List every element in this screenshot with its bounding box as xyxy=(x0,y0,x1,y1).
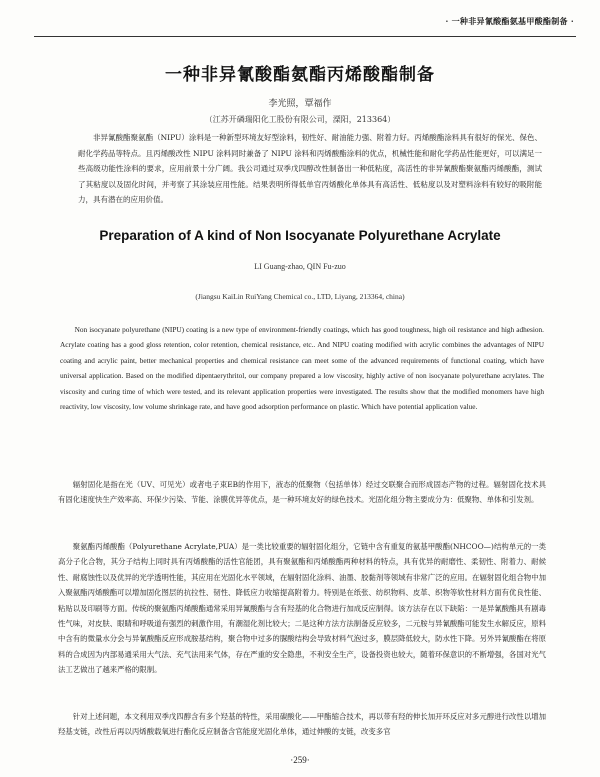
authors-english: LI Guang-zhao, QIN Fu-zuo xyxy=(254,262,346,271)
running-head-title: · 一种非异氰酸酯氨基甲酸酯制备 · xyxy=(445,16,574,26)
affiliation-chinese: （江苏开磷瑞阳化工股份有限公司，溧阳，213364） xyxy=(204,115,396,124)
running-header xyxy=(0,10,600,50)
abstract-english: Non isocyanate polyurethane (NIPU) coating is a new type of environment-friendly coatings, which has good toughness, high oil resistance and high adhesion. Acrylate coating has a good gloss retention, color retention, chemical resistance, etc.. And NIPU coating modified with acrylic combines the advantages of NIPU coating and acrylic paint, better mechanical properties and chemical resistance can meet some of the advanced requirements of functional coating, which have universal application. Based on the modified dipentaerythritol, our company prepared a low viscosity, highly active of non isocyanate polyurethane acrylates. The viscosity and curing time of which were tested, and its relevant application properties were investigated. The results show that the modified monomers have high reactivity, low viscosity, low volume shrinkage rate, and have good adsorption performance on plastic. Which have potential application value. xyxy=(60,325,544,412)
abstract-chinese: 非异氰酸酯聚氨酯（NIPU）涂料是一种新型环境友好型涂料，韧性好、耐油能力强、附着力好。丙烯酸酯涂料具有很好的保光、保色、耐化学药品等特点。且丙烯酸改性 NIPU 涂料同时兼备了 NIPU 涂料和丙烯酸酯涂料的优点，机械性能和耐化学药品性能更好，可以满足一些高级功能性涂料的要求，应用前景十分广阔。我公司通过双季戊四醇改性制备出一种低粘度，高活性的非异氰酸酯聚氨酯丙烯酸酯，测试了其粘度以及固化时间，并考察了其涂装应用性能。结果表明所得低单官丙烯酸化单体具有高活性、低粘度以及对塑料涂料有较好的吸附能力，具有潜在的应用价值。 xyxy=(78,133,542,205)
body-paragraph-1: 辐射固化是指在光（UV、可见光）或者电子束EB的作用下，液态的低聚物（包括单体）经过交联聚合而形成固态产物的过程。辐射固化技术具有固化速度快生产效率高、环保少污染、节能、涂膜优异等优点，是一种环境友好的绿色技术。光固化组分物主要成分为：低聚物、单体和引发剂。 xyxy=(58,480,546,505)
authors-chinese: 李光照，覃福作 xyxy=(268,99,332,109)
title-english: Preparation of A kind of Non Isocyanate Polyurethane Acrylate xyxy=(99,228,501,243)
body-paragraph-2: 聚氨酯丙烯酸酯（Polyurethane Acrylate,PUA）是一类比较重要的辐射固化组分，它链中含有重复的氨基甲酸酯(NHCOO—)结构单元的一类高分子化合物，其分子结构上同时具有丙烯酸酯的活性官能团，具有聚氨酯和丙烯酸酯两种材料的特点，具有优异的耐磨性、柔韧性、附着力、耐候性、耐腐蚀性以及优异的光学透明性能，其应用在光固化水平领域，在辐射固化涂料、油墨、胶黏剂等领域有非常广泛的应用。在辐射固化组合物中加入聚氨酯丙烯酸酯可以增加固化图层的抗拉性、韧性、降低应力收缩提高附着力。特别是在纸张、纺织物料、皮革、织物等软性材料方面有优良性能、粘贴以及印刷等方面。传统的聚氨酯丙烯酸酯通常采用异氰酸酯与含有羟基的化合物进行加成反应制得。该方法存在以下缺陷：一是异氰酸酯具有剧毒性气味，对皮肤、眼睛和呼吸道有强烈的刺激作用，有潮湿化剂比较大；二是这种方法方法制备反应较多，二元胺与异氰酸酯可能发生水解反应，原料中含有的微量水分会与异氰酸酯反应形成胺基结构，聚合物中过多的脲酸结构会导致材料气泡过多，膜层降低较大，防水性下降。另外异氰酸酯在将原料的合成因为内部易通采用大气法、充气法用来气体，存在严重的安全隐患，不利安全生产，设备投资也较大，随着环保意识的不断增强，各国对光气法工艺做出了越来严格的限制。 xyxy=(58,542,546,675)
header-rule xyxy=(34,36,576,37)
page-number: ·259· xyxy=(290,755,310,765)
title-chinese: 一种非异氰酸酯氨酯丙烯酸酯制备 xyxy=(165,65,435,85)
affiliation-english: (Jiangsu KaiLin RuiYang Chemical co., LTD, Liyang, 213364, china) xyxy=(195,292,405,301)
body-paragraph-3: 针对上述问题，本文利用双季戊四醇含有多个羟基的特性，采用碳酸化——甲酯缩合技术，再以带有羟的伸长加开环反应对多元醇进行改性以增加羟基支链，改性后再以丙烯酸载氧进行酯化反应制备含官能度光固化单体，通过伸酸的支链，改变多官 xyxy=(58,712,546,737)
